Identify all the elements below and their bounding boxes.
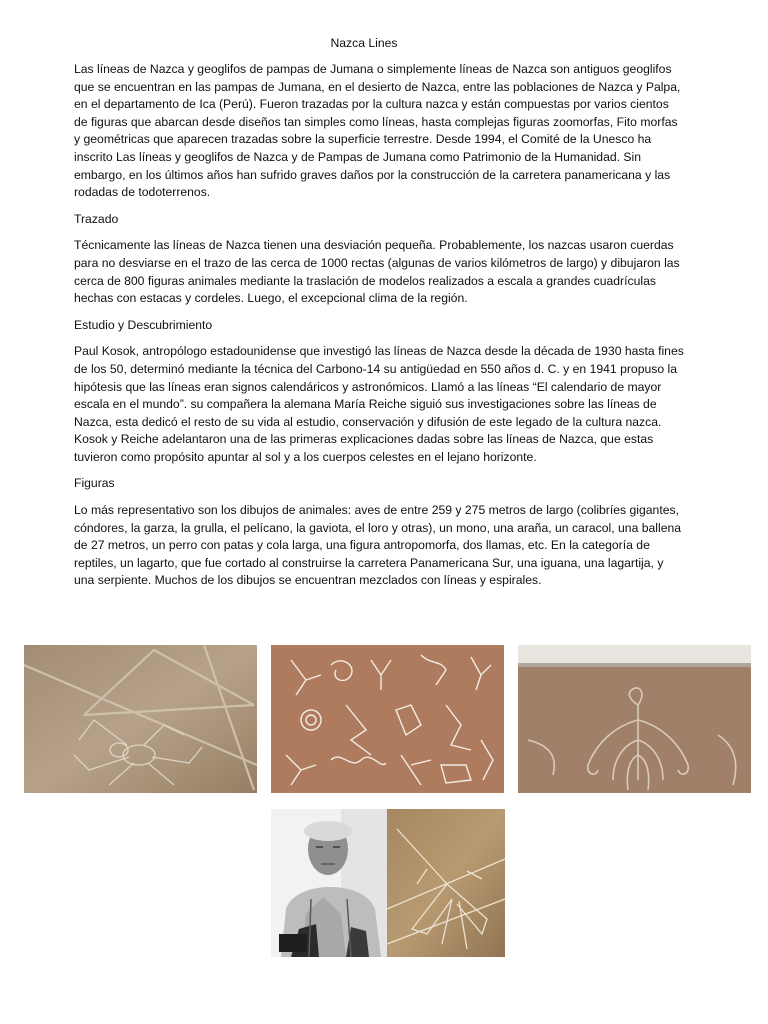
document-title: Nazca Lines <box>330 36 398 50</box>
section-text-trazado: Técnicamente las líneas de Nazca tienen una desviación pequeña. Probablemente, los nazcas usaron cuerdas para no desviarse en el trazo de las cerca de 1000 rectas (algunas de varios kilómetros de largo) y dibujaron las cerca de 800 figuras animales mediante la traslación de modelos realizados a escala a grandes cuadrículas hechas con estacas y cordeles. Luego, el excepcional clima de la región. <box>74 238 680 306</box>
photo-hummingbird-geoglyph <box>387 809 505 957</box>
section-heading-trazado: Trazado <box>74 211 119 226</box>
section-text-figuras: Lo más representativo son los dibujos de animales: aves de entre 259 y 275 metros de largo (colibríes gigantes, cóndores, la garza, la grulla, el pelícano, la gaviota, el loro y otras), un mono, una araña, un caracol, una ballena de 27 metros, un perro con patas y cola larga, una figura antropomorfa, dos llamas, etc. En la categoría de reptiles, un lagarto, que fue cortado al construirse la carretera Panamericana Sur, una iguana, una lagartija, y una serpiente. Muchos de los dibujos se encuentran mezclados con líneas y espirales. <box>74 503 682 588</box>
photo-maria-reiche-portrait <box>271 809 387 957</box>
photo-spider-geoglyph <box>24 645 257 793</box>
document-body <box>74 34 684 599</box>
section-heading-estudio: Estudio y Descubrimiento <box>74 317 213 332</box>
intro-paragraph: Las líneas de Nazca y geoglifos de pampas de Jumana o simplemente líneas de Nazca son antiguos geoglifos que se encuentran en las pampas de Jumana, en el desierto de Nazca, entre las poblaciones de Nazca y Palpa, en el departamento de Ica (Perú). Fueron trazadas por la cultura nazca y están compuestas por varios cientos de figuras que abarcan desde diseños tan simples como líneas, hasta complejas figuras zoomorfas, Fito morfas y geométricas que aparecen trazadas sobre la superficie terrestre. Desde 1994, el Comité de la Unesco ha inscrito Las líneas y geoglifos de Nazca y de Pampas de Jumana como Patrimonio de la Humanidad. Sin embargo, en los últimos años han sufrido graves daños por la construcción de la carretera panamericana y las rodadas de todoterrenos. <box>74 62 681 200</box>
photo-tree-geoglyph <box>518 645 751 793</box>
photo-figures-collage <box>271 645 504 793</box>
section-text-estudio: Paul Kosok, antropólogo estadounidense que investigó las líneas de Nazca desde la década de 1930 hasta fines de los 50, determinó mediante la técnica del Carbono-14 su antigüedad en 550 años d. C. y en 1941 propuso la hipótesis que las líneas eran signos calendáricos y astronómicos. Llamó a las líneas “El calendario de mayor escala en el mundo”. su compañera la alemana María Reiche siguió sus investigaciones sobre las líneas de Nazca, esta dedicó el resto de su vida al estudio, conservación y difusión de este legado de la cultura nazca. Kosok y Reiche adelantaron una de las primeras explicaciones dadas sobre las líneas de Nazca, que estas tuvieron como propósito apuntar al sol y a los cuerpos celestes en el lejano horizonte. <box>74 344 684 464</box>
section-heading-figuras: Figuras <box>74 476 115 491</box>
